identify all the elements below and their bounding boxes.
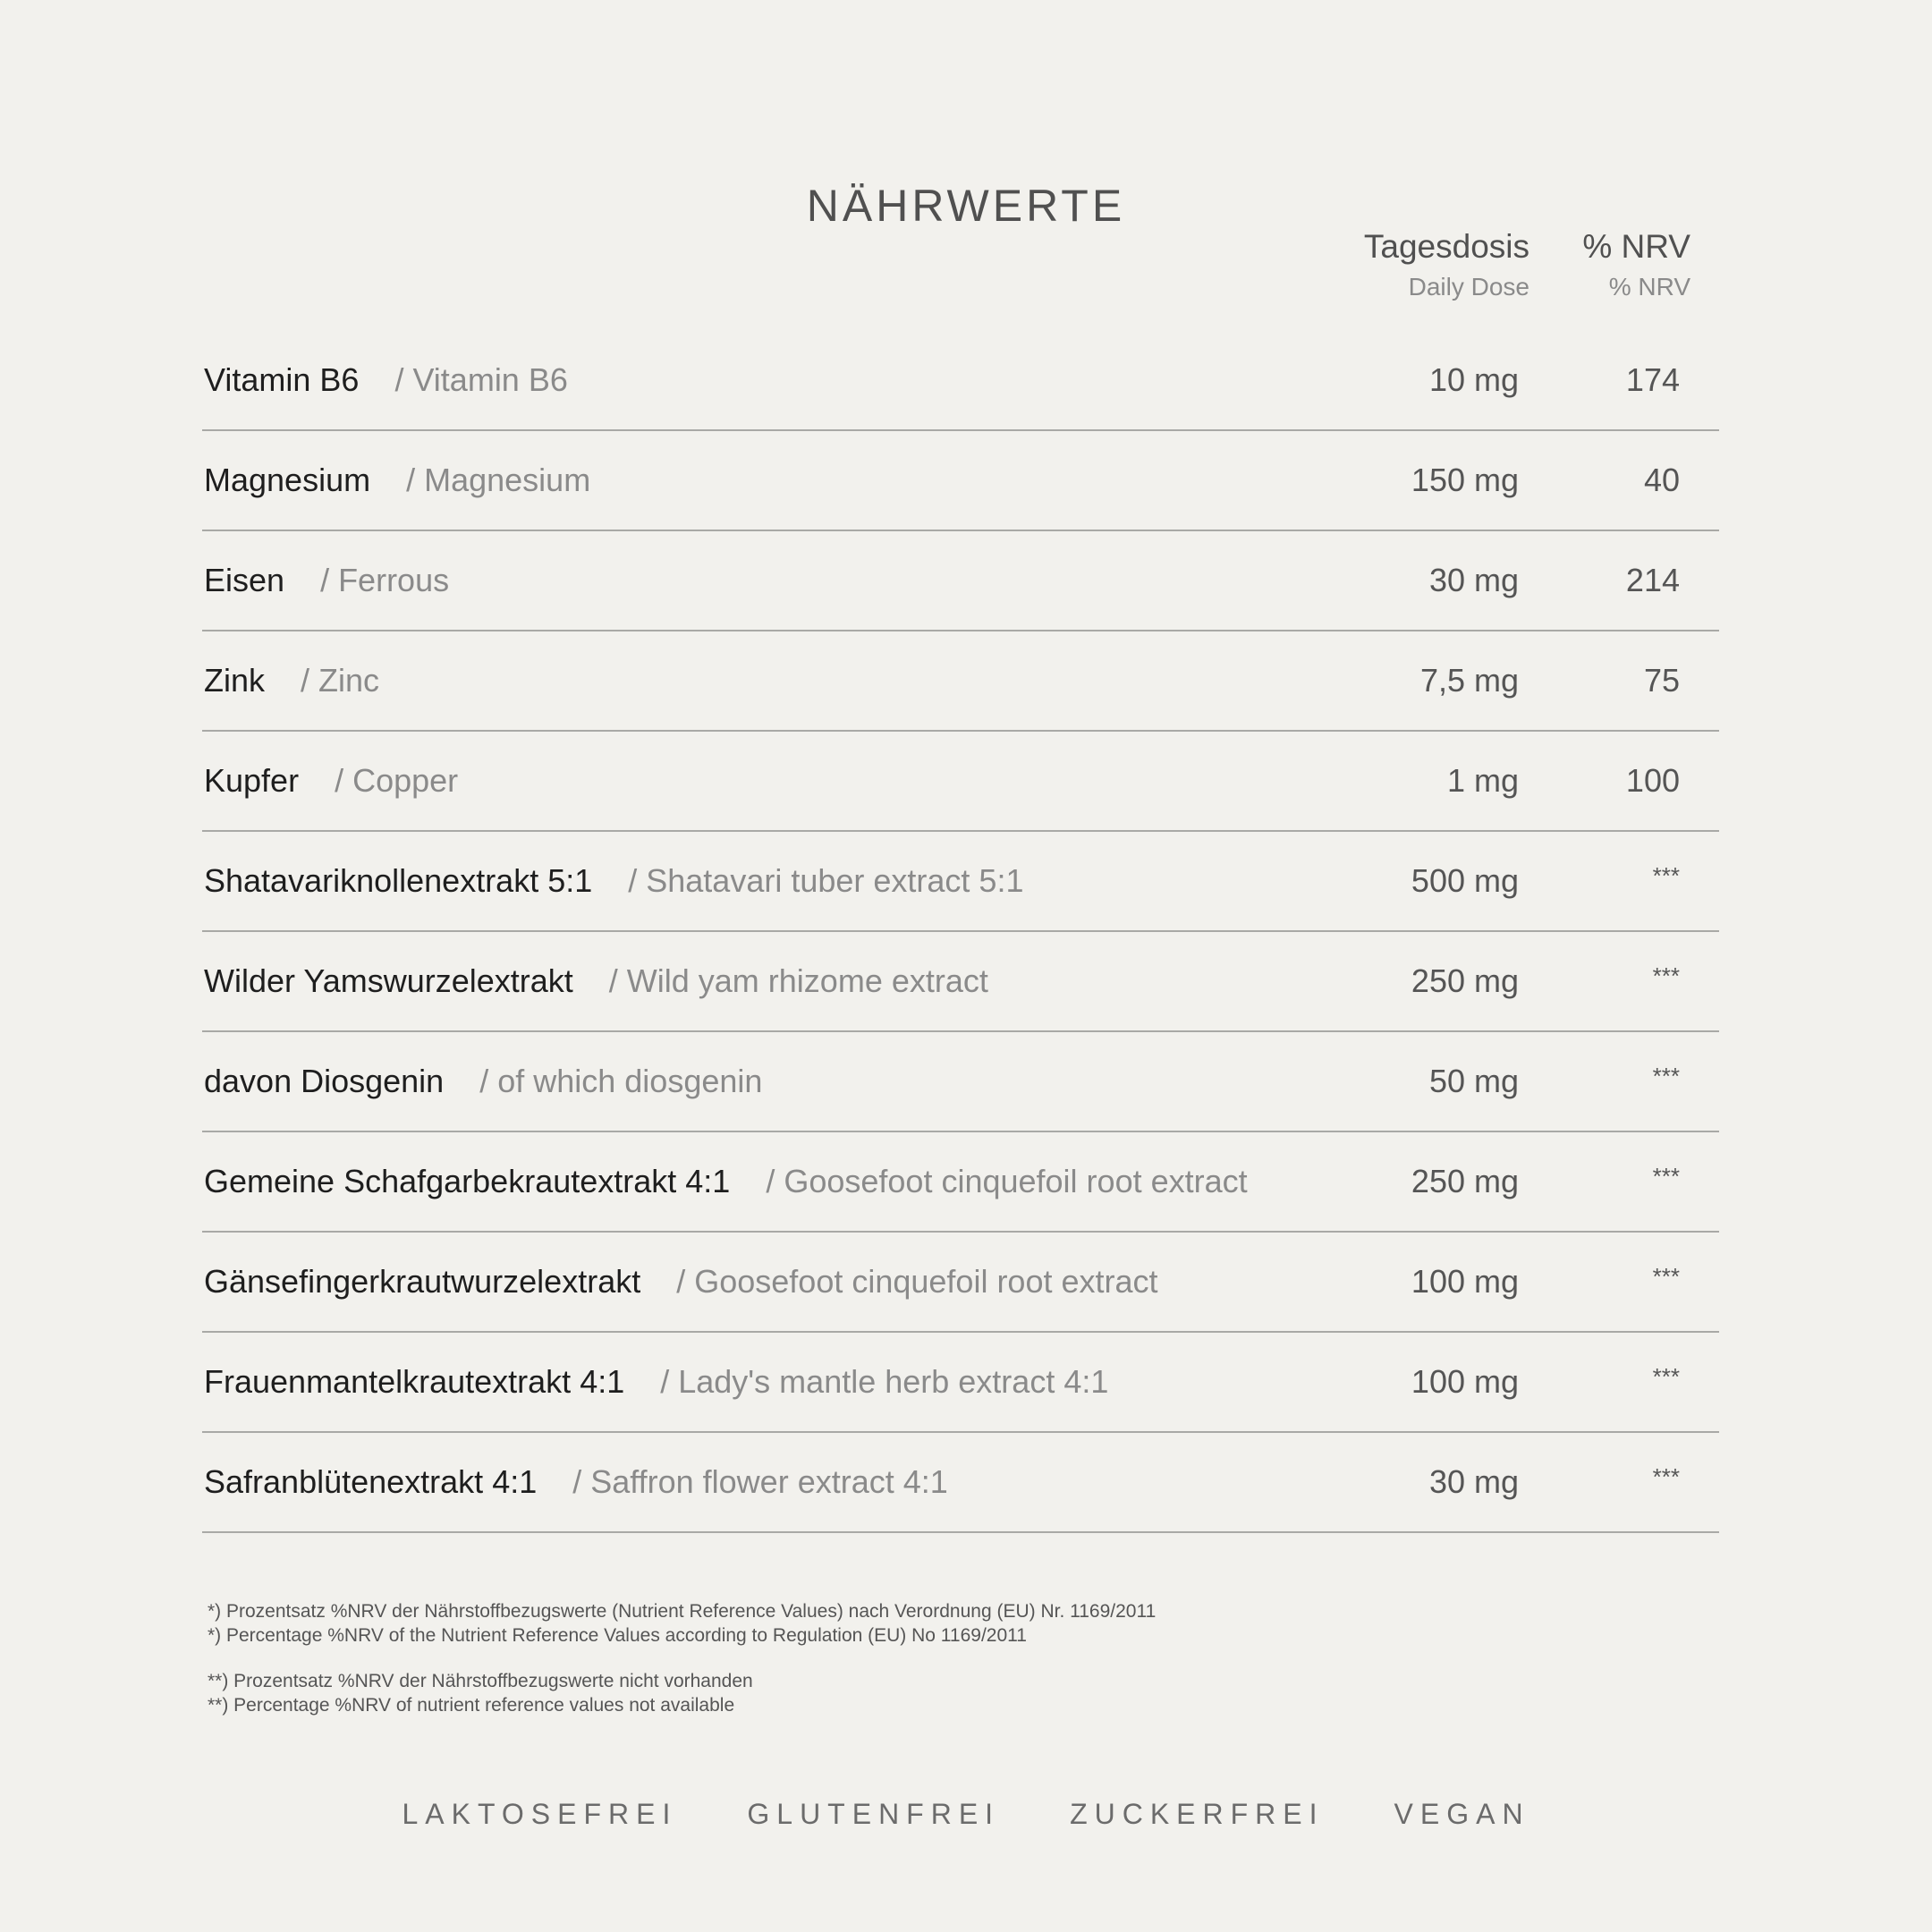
nutrient-name-de: Eisen: [204, 562, 285, 598]
column-header-nrv-en: % NRV: [1608, 273, 1690, 301]
nutrient-nrv: ***: [1652, 862, 1680, 889]
nutrient-dose: 1 mg: [1446, 762, 1519, 799]
nutrient-dose: 250 mg: [1411, 1163, 1519, 1199]
footnote-unavailable-en: **) Percentage %NRV of nutrient reference values not available: [208, 1695, 735, 1716]
nutrient-table: [202, 331, 1719, 1533]
claim-gluten-free: GLUTENFREI: [747, 1798, 1001, 1830]
footnote-nrv-en: *) Percentage %NRV of the Nutrient Reference Values according to Regulation (EU) No 1169/2011: [208, 1625, 1027, 1646]
nutrient-name-en: / Goosefoot cinquefoil root extract: [676, 1263, 1158, 1300]
table-row: [202, 1132, 1719, 1233]
nutrient-name-de: Magnesium: [204, 462, 371, 498]
nutrient-name-en: / Ferrous: [320, 562, 450, 598]
table-row: [202, 431, 1719, 531]
nutrient-dose: 100 mg: [1411, 1263, 1519, 1300]
nutrient-name-en: / Saffron flower extract 4:1: [572, 1463, 948, 1500]
nutrient-dose: 10 mg: [1428, 361, 1519, 398]
nutrient-dose: 50 mg: [1428, 1063, 1519, 1099]
table-row: [202, 331, 1719, 431]
nutrient-dose: 30 mg: [1428, 1463, 1519, 1500]
nutrient-nrv: 75: [1643, 662, 1680, 699]
nutrient-nrv: ***: [1652, 962, 1680, 989]
column-header-nrv-de: % NRV: [1582, 228, 1690, 265]
nutrient-name-de: Wilder Yamswurzelextrakt: [204, 962, 573, 999]
nutrient-dose: 500 mg: [1411, 862, 1519, 899]
table-row: [202, 832, 1719, 932]
nutrient-dose: 150 mg: [1411, 462, 1519, 498]
table-row: [202, 932, 1719, 1032]
nutrient-nrv: ***: [1652, 1163, 1680, 1190]
table-row: [202, 1433, 1719, 1533]
nutrient-name-de: Safranblütenextrakt 4:1: [204, 1463, 538, 1500]
nutrient-nrv: 174: [1625, 361, 1680, 398]
nutrient-name-en: / Vitamin B6: [394, 361, 568, 398]
product-claims: [0, 1796, 1932, 1832]
nutrient-name-de: Frauenmantelkrautextrakt 4:1: [204, 1363, 625, 1400]
nutrient-nrv: ***: [1652, 1063, 1680, 1089]
nutrient-dose: 250 mg: [1411, 962, 1519, 999]
nutrient-name-en: / Shatavari tuber extract 5:1: [628, 862, 1024, 899]
nutrient-name-en: / Goosefoot cinquefoil root extract: [766, 1163, 1248, 1199]
nutrient-name-de: Gänsefingerkrautwurzelextrakt: [204, 1263, 641, 1300]
table-row: [202, 631, 1719, 732]
nutrient-name-en: / Wild yam rhizome extract: [608, 962, 988, 999]
nutrient-dose: 100 mg: [1411, 1363, 1519, 1400]
nutrient-name-en: / Copper: [335, 762, 459, 799]
claim-sugar-free: ZUCKERFREI: [1070, 1798, 1325, 1830]
column-header-dose-de: Tagesdosis: [1363, 228, 1530, 265]
nutrient-name-de: Kupfer: [204, 762, 300, 799]
nutrient-name-en: / Lady's mantle herb extract 4:1: [660, 1363, 1109, 1400]
nutrient-name-en: / Magnesium: [406, 462, 591, 498]
nutrient-name-de: Gemeine Schafgarbekrautextrakt 4:1: [204, 1163, 731, 1199]
footnotes: [208, 1599, 1639, 1717]
nutrient-name-de: davon Diosgenin: [204, 1063, 445, 1099]
nutrient-dose: 7,5 mg: [1419, 662, 1519, 699]
nutrient-nrv: 214: [1625, 562, 1680, 598]
nutrient-name-de: Shatavariknollenextrakt 5:1: [204, 862, 593, 899]
nutrient-nrv: 40: [1643, 462, 1680, 498]
table-row: [202, 1233, 1719, 1333]
table-row: [202, 531, 1719, 631]
nutrient-nrv: ***: [1652, 1363, 1680, 1390]
nutrient-nrv: ***: [1652, 1263, 1680, 1290]
nutrient-name-en: / Zinc: [301, 662, 380, 699]
footnote-unavailable-de: **) Prozentsatz %NRV der Nährstoffbezugswerte nicht vorhanden: [208, 1671, 753, 1691]
nutrient-name-de: Zink: [204, 662, 266, 699]
footnote-nrv: [208, 1599, 1639, 1648]
table-row: [202, 1032, 1719, 1132]
footnote-nrv-unavailable: [208, 1669, 1639, 1717]
nutrient-nrv: ***: [1652, 1463, 1680, 1490]
table-row: [202, 1333, 1719, 1433]
column-header-dose-en: Daily Dose: [1408, 273, 1530, 301]
page-title: NÄHRWERTE: [806, 181, 1126, 231]
nutrient-name-en: / of which diosgenin: [479, 1063, 763, 1099]
nutrient-name-de: Vitamin B6: [204, 361, 360, 398]
footnote-nrv-de: *) Prozentsatz %NRV der Nährstoffbezugswerte (Nutrient Reference Values) nach Verordnung (EU) Nr. 1169/2011: [208, 1601, 1157, 1622]
table-row: [202, 732, 1719, 832]
nutrient-dose: 30 mg: [1428, 562, 1519, 598]
nutrient-nrv: 100: [1625, 762, 1680, 799]
claim-lactose-free: LAKTOSEFREI: [402, 1798, 678, 1830]
column-header-nrv: [1582, 227, 1690, 302]
claim-vegan: VEGAN: [1394, 1798, 1530, 1830]
column-header-daily-dose: [1364, 227, 1530, 302]
